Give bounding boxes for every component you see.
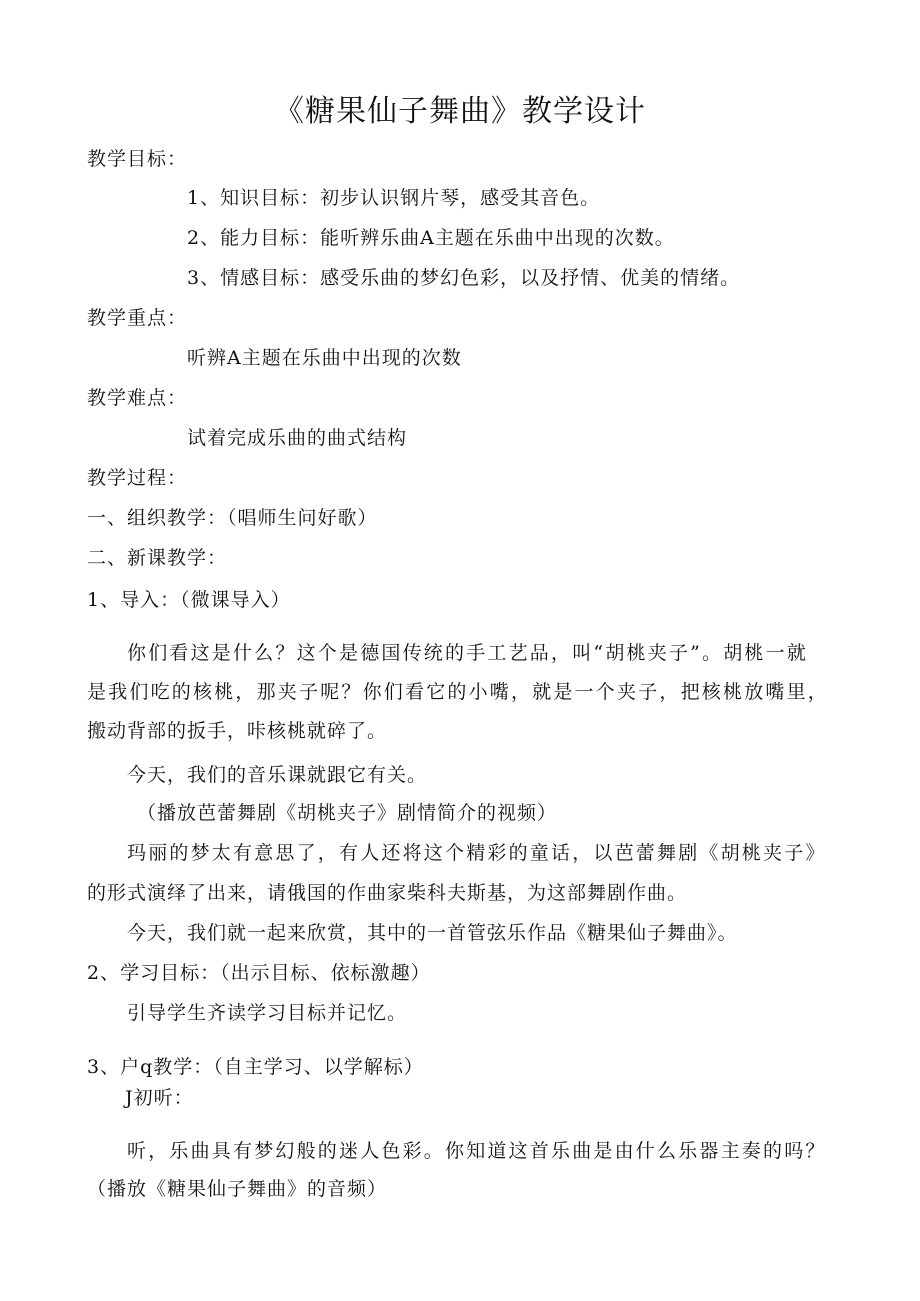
first-listen-subheading: J初听：	[125, 1087, 194, 1109]
intro-paragraph-line: 是我们吃的核桃，那夹子呢？你们看它的小嘴，就是一个夹子，把核桃放嘴里，	[87, 681, 830, 703]
difficulty-text: 试着完成乐曲的曲式结构	[187, 427, 408, 449]
process-step-organize: 一、组织教学：（唱师生问好歌）	[87, 507, 378, 529]
difficulty-heading: 教学难点：	[87, 387, 188, 409]
process-step-new-lesson: 二、新课教学：	[87, 547, 228, 569]
appreciation-paragraph: 今天，我们就一起来欣赏，其中的一首管弦乐作品《糖果仙子舞曲》。	[127, 922, 738, 944]
intro-paragraph-today: 今天，我们的音乐课就跟它有关。	[127, 764, 428, 786]
objectives-heading: 教学目标：	[87, 148, 188, 170]
section-intro-heading: 1、导入：（微课导入）	[87, 589, 291, 611]
process-heading: 教学过程：	[87, 467, 188, 489]
objective-item-emotion: 3、情感目标：感受乐曲的梦幻色彩，以及抒情、优美的情绪。	[187, 267, 741, 289]
story-paragraph-line: 的形式演绎了出来，请俄国的作曲家柴科夫斯基，为这部舞剧作曲。	[87, 882, 688, 904]
objective-item-ability: 2、能力目标：能听辨乐曲A主题在乐曲中出现的次数。	[187, 227, 675, 249]
objective-item-knowledge: 1、知识目标：初步认识钢片琴，感受其音色。	[187, 187, 601, 209]
key-point-heading: 教学重点：	[87, 307, 188, 329]
key-point-text: 听辨A主题在乐曲中出现的次数	[187, 347, 462, 369]
intro-paragraph-line: 你们看这是什么？这个是德国传统的手工艺品，叫“胡桃夹子”。胡桃一就	[127, 642, 809, 664]
section-objectives-heading: 2、学习目标：（出示目标、依标激趣）	[87, 962, 431, 984]
story-paragraph-line: 玛丽的梦太有意思了，有人还将这个精彩的童话，以芭蕾舞剧《胡桃夹子》	[127, 842, 827, 864]
listen-paragraph-line: 听，乐曲具有梦幻般的迷人色彩。你知道这首乐曲是由什么乐器主奏的吗？	[127, 1140, 827, 1162]
intro-paragraph-line: 搬动背部的扳手，咔核桃就碎了。	[87, 720, 388, 742]
intro-video-note: （播放芭蕾舞剧《胡桃夹子》剧情简介的视频）	[137, 802, 558, 824]
listen-audio-note: （播放《糖果仙子舞曲》的音频）	[87, 1178, 388, 1200]
section-teaching-heading: 3、户q教学：（自主学习、以学解标）	[87, 1056, 424, 1078]
section-objectives-text: 引导学生齐读学习目标并记忆。	[127, 1002, 408, 1024]
document-title: 《糖果仙子舞曲》教学设计	[274, 94, 646, 129]
